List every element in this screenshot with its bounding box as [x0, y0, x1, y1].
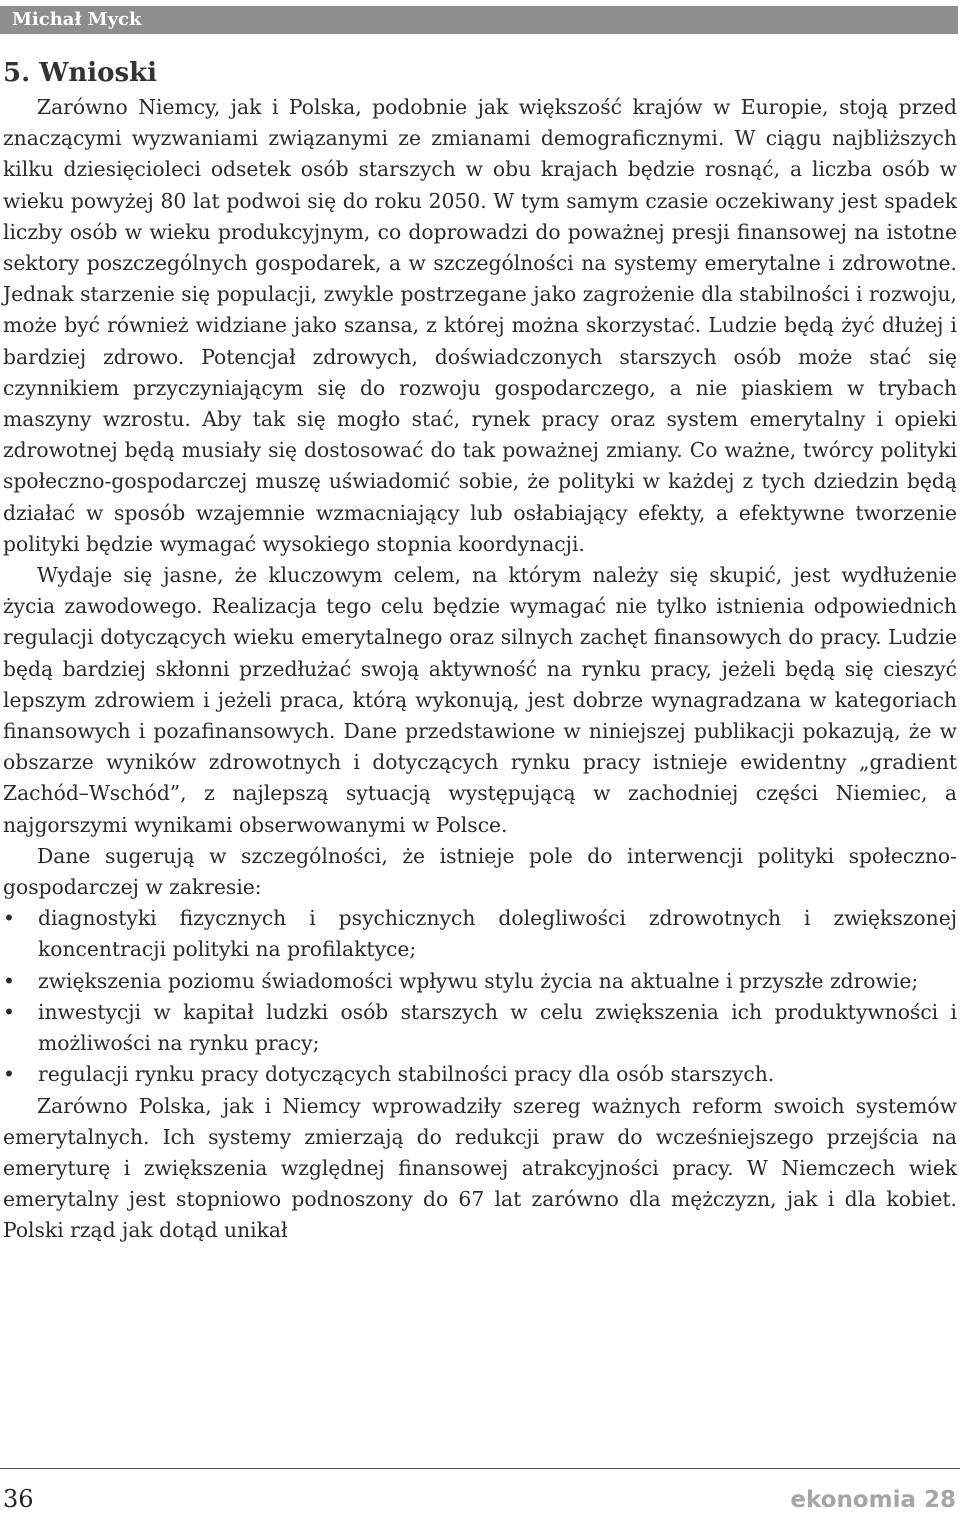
running-header-author: Michał Myck: [12, 9, 142, 30]
bullet-list: [3, 903, 957, 1090]
paragraph-3: Dane sugerują w szczególności, że istnieje pole do interwencji polityki społeczno-gospodarczej w zakresie:: [3, 843, 957, 900]
bullet-item: [3, 903, 957, 965]
bullet-item: [3, 997, 957, 1059]
section-heading: 5. Wnioski: [3, 58, 158, 88]
running-header-bar: [0, 6, 958, 34]
footer-divider: [0, 1468, 960, 1469]
bullet-item: [3, 1059, 957, 1090]
bullet-item-text: diagnostyki fizycznych i psychicznych dolegliwości zdrowotnych i zwiększonej koncentracji polityki na profilaktyce;: [38, 906, 957, 962]
bullet-item-text: inwestycji w kapitał ludzki osób starszych w celu zwiększenia ich produktywności i możliwości na rynku pracy;: [38, 999, 957, 1056]
bullet-icon: •: [3, 906, 15, 931]
bullet-icon: •: [3, 999, 15, 1024]
bullet-icon: •: [3, 1062, 15, 1087]
bullet-icon: •: [3, 968, 15, 993]
paragraph-2: Wydaje się jasne, że kluczowym celem, na którym należy się skupić, jest wydłużenie życia zawodowego. Realizacja tego celu będzie wymagać nie tylko istnienia odpowiednich regulacji dotyczących wieku emerytalnego oraz silnych zachęt finansowych do pracy. Ludzie będą bardziej skłonni przedłużać swoją aktywność na rynku pracy, jeżeli będą się cieszyć lepszym zdrowiem i jeżeli praca, którą wykonują, jest dobrze wynagradzana w kategoriach finansowych i pozafinansowych. Dane przedstawione w niniejszej publikacji pokazują, że w obszarze wyników zdrowotnych i dotyczących rynku pracy istnieje ewidentny „gradient Zachód–Wschód”, z najlepszą sytuacją występującą w zachodniej części Niemiec, a najgorszymi wynikami obserwowanymi w Polsce.: [3, 563, 957, 837]
bullet-item: [3, 966, 957, 997]
page-number: 36: [3, 1485, 34, 1513]
bullet-item-text: zwiększenia poziomu świadomości wpływu stylu życia na aktualne i przyszłe zdrowie;: [38, 968, 919, 993]
paragraph-1: Zarówno Niemcy, jak i Polska, podobnie jak większość krajów w Europie, stoją przed znaczącymi wyzwaniami związanymi ze zmianami demograficznymi. W ciągu najbliższych kilku dziesięcioleci odsetek osób starszych w obu krajach będzie rosnąć, a liczba osób w wieku powyżej 80 lat podwoi się do roku 2050. W tym samym czasie oczekiwany jest spadek liczby osób w wieku produkcyjnym, co doprowadzi do poważnej presji finansowej na istotne sektory poszczególnych gospodarek, a w szczególności na systemy emerytalne i zdrowotne. Jednak starzenie się populacji, zwykle postrzegane jako zagrożenie dla stabilności i rozwoju, może być również widziane jako szansa, z której można skorzystać. Ludzie będą żyć dłużej i bardziej zdrowo. Potencjał zdrowych, doświadczonych starszych osób może stać się czynnikiem przyczyniającym się do rozwoju gospodarczego, a nie piaskiem w trybach maszyny wzrostu. Aby tak się mogło stać, rynek pracy oraz system emerytalny i opieki zdrowotnej będą musiały się dostosować do tak poważnej zmiany. Co ważne, twórcy polityki społeczno-gospodarczej muszę uświadomić sobie, że polityki w każdej z tych dziedzin będą działać w sposób wzajemnie wzmacniający lub osłabiający efekty, a efektywne tworzenie polityki będzie wymagać wysokiego stopnia koordynacji.: [3, 95, 957, 556]
closing-paragraph: Zarówno Polska, jak i Niemcy wprowadziły szereg ważnych reform swoich systemów emerytalnych. Ich systemy zmierzają do redukcji praw do wcześniejszego przejścia na emeryturę i zwiększenia względnej finansowej atrakcyjności pracy. W Niemczech wiek emerytalny jest stopniowo podnoszony do 67 lat zarówno dla mężczyzn, jak i dla kobiet. Polski rząd jak dotąd unikał: [3, 1093, 957, 1243]
bullet-item-text: regulacji rynku pracy dotyczących stabilności pracy dla osób starszych.: [38, 1062, 775, 1087]
body-text: [3, 92, 957, 1247]
journal-name: ekonomia 28: [790, 1487, 956, 1513]
